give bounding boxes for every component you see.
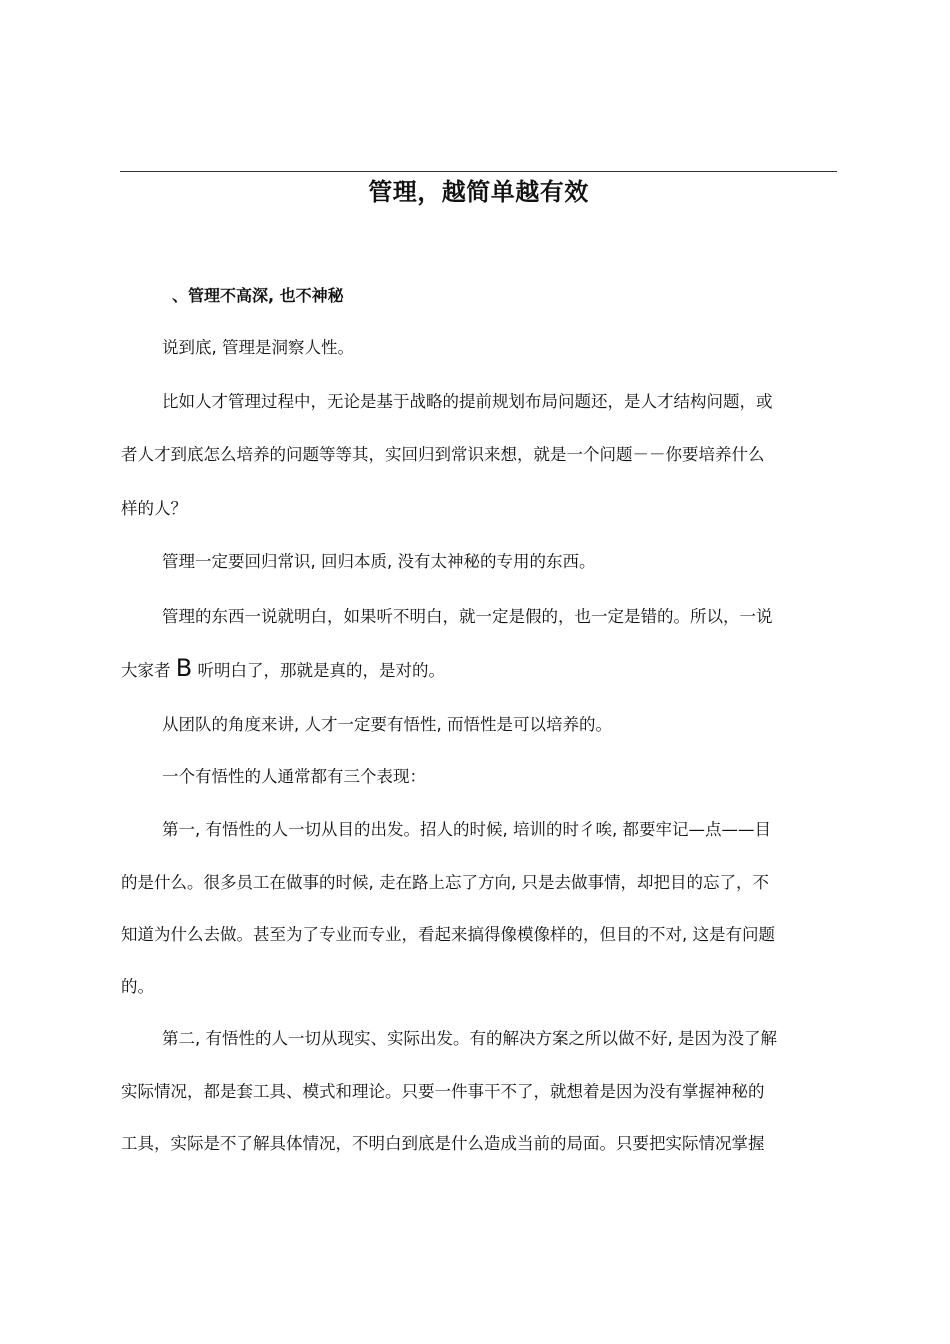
paragraph-line: 第一, 有悟性的人一切从目的出发。招人的时候, 培训的时彳唉, 都要牢记—点——目 <box>162 820 771 839</box>
line-text: 大家者 <box>121 661 171 680</box>
paragraph-line: 从团队的角度来讲, 人才一定要有悟性, 而悟性是可以培养的。 <box>162 715 612 734</box>
paragraph-line: 者人才到底怎么培养的问题等等其，实回归到常识来想，就是一个问题－－你要培养什么 <box>121 445 765 464</box>
paragraph-line: 实际情况，都是套工具、模式和理论。只要一件事干不了，就想着是因为没有掌握神秘的 <box>121 1082 765 1101</box>
paragraph-line <box>121 654 445 685</box>
paragraph-line: 的是什么。很多员工在做事的时候, 走在路上忘了方向, 只是去做事情，却把目的忘了，不 <box>121 873 769 892</box>
paragraph-line: 的。 <box>121 977 154 996</box>
paragraph-line: 知道为什么去做。甚至为了专业而专业，看起来搞得像模像样的，但目的不对, 这是有问题 <box>121 925 775 944</box>
paragraph-line: 样的人？ <box>121 499 187 518</box>
paragraph-line: 一个有悟性的人通常都有三个表现： <box>162 767 426 786</box>
letter-b: B <box>175 654 193 682</box>
paragraph-line: 管理一定要回归常识, 回归本质, 没有太神秘的专用的东西。 <box>162 552 596 571</box>
paragraph-line: 工具，实际是不了解具体情况，不明白到底是什么造成当前的局面。只要把实际情况掌握 <box>121 1134 765 1153</box>
paragraph-line: 管理的东西一说就明白，如果听不明白，就一定是假的，也一定是错的。所以，一说 <box>162 607 773 626</box>
section-heading: 、管理不高深, 也不神秘 <box>172 286 344 305</box>
paragraph-line: 第二, 有悟性的人一切从现实、实际出发。有的解决方案之所以做不好, 是因为没了解 <box>162 1029 777 1048</box>
document-title: 管理，越简单越有效 <box>368 178 589 206</box>
paragraph-line: 比如人才管理过程中，无论是基于战略的提前规划布局问题还，是人才结构问题，或 <box>162 392 773 411</box>
paragraph-line: 说到底, 管理是洞察人性。 <box>162 338 354 357</box>
line-text: 听明白了，那就是真的，是对的。 <box>197 661 445 680</box>
